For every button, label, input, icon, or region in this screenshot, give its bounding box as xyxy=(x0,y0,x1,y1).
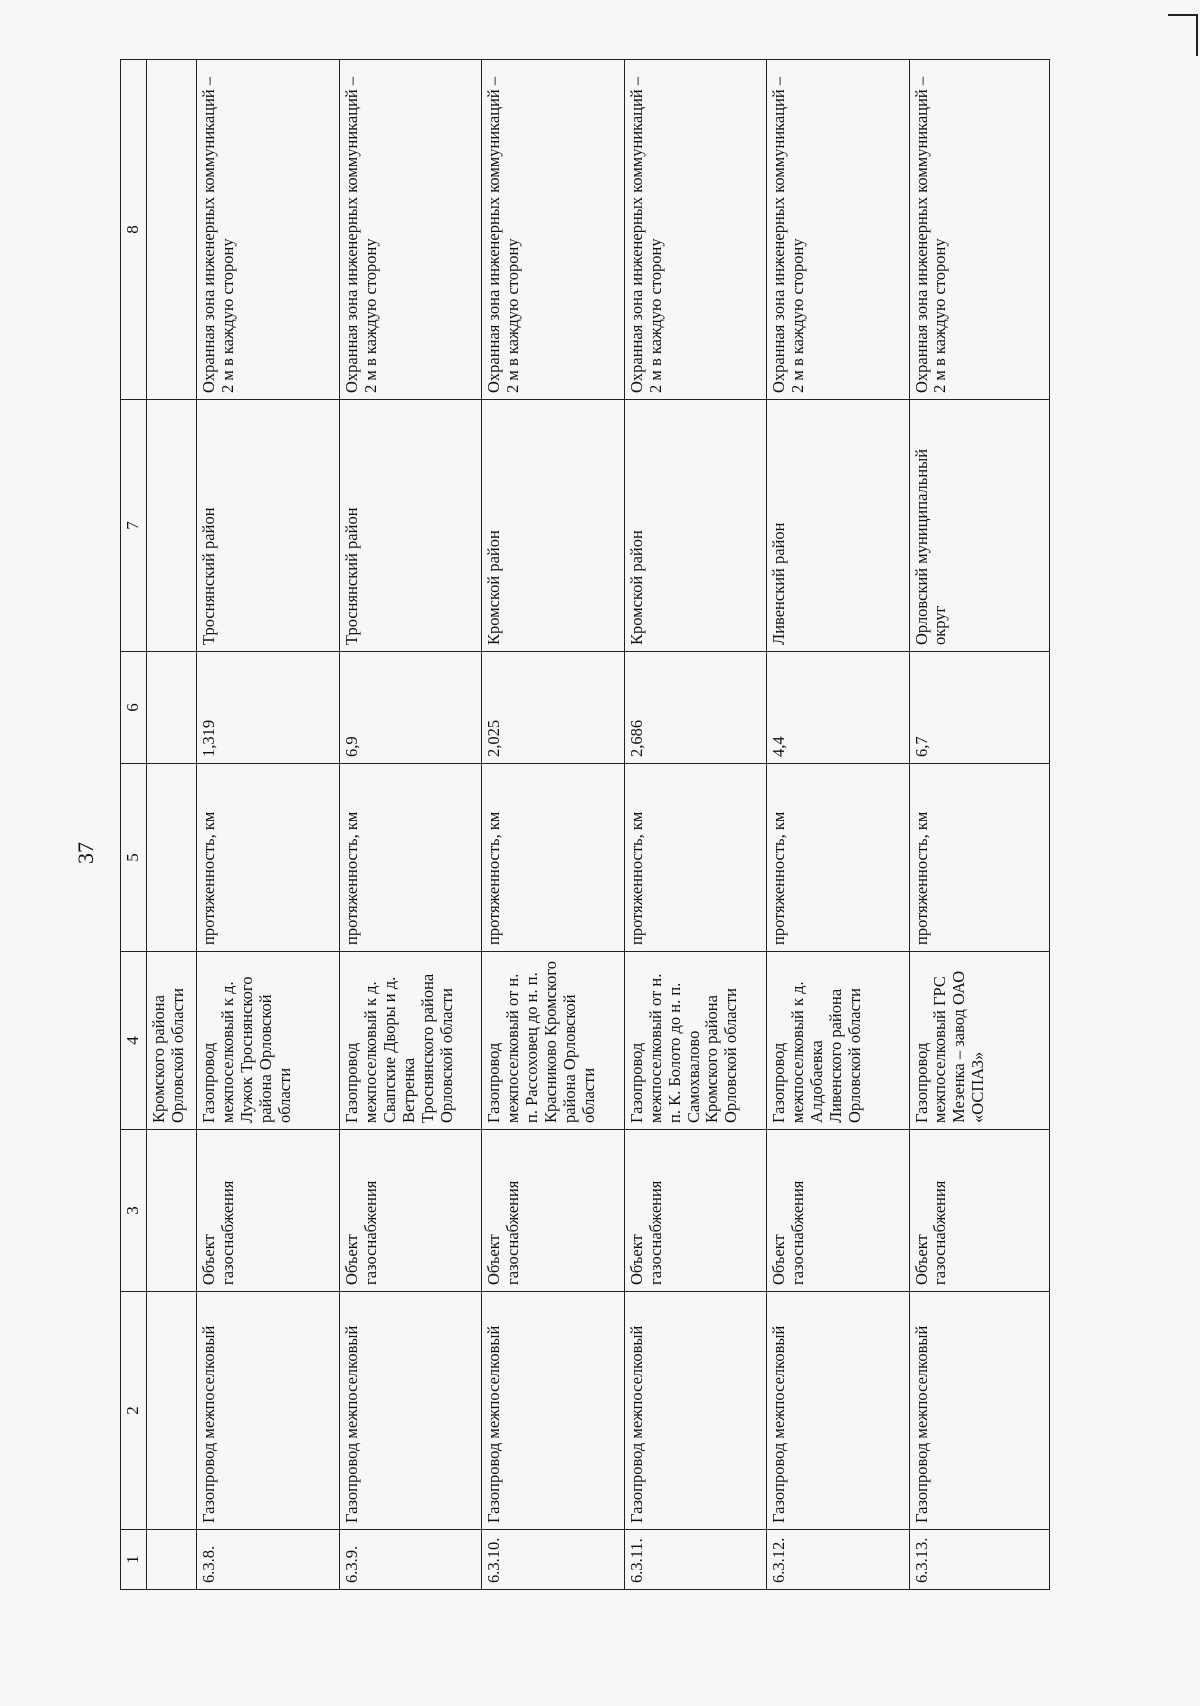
table-row xyxy=(339,60,481,1590)
parameter-name: протяженность, км xyxy=(767,764,909,952)
object-type: Объект газоснабжения xyxy=(339,1130,481,1292)
object-name: Газопровод межпоселковый xyxy=(339,1292,481,1530)
row-number: 6.3.13. xyxy=(909,1530,1050,1590)
continuation-description: Кромского района Орловской области xyxy=(147,952,197,1130)
table-cell xyxy=(147,764,197,952)
object-name: Газопровод межпоселковый xyxy=(197,1292,339,1530)
object-description: Газопровод межпоселковый от н. п. К. Болото до н. п. Самохвалово Кромского района Орловской области xyxy=(624,952,766,1130)
column-number: 8 xyxy=(121,60,147,400)
object-type: Объект газоснабжения xyxy=(909,1130,1050,1292)
table-row xyxy=(909,60,1050,1590)
object-name: Газопровод межпоселковый xyxy=(767,1292,909,1530)
table-row xyxy=(767,60,909,1590)
table-row xyxy=(624,60,766,1590)
object-name: Газопровод межпоселковый xyxy=(624,1292,766,1530)
table-container xyxy=(120,60,1050,1590)
protection-zone: Охранная зона инженерных коммуникаций – 2 м в каждую сторону xyxy=(624,60,766,400)
parameter-name: протяженность, км xyxy=(909,764,1050,952)
parameter-value: 6,7 xyxy=(909,652,1050,764)
location: Кромской район xyxy=(624,400,766,652)
protection-zone: Охранная зона инженерных коммуникаций – 2 м в каждую сторону xyxy=(339,60,481,400)
object-description: Газопровод межпоселковый от н. п. Рассоховец до н. п. Красниково Кромского района Орловской области xyxy=(482,952,624,1130)
column-number: 4 xyxy=(121,952,147,1130)
object-description: Газопровод межпоселковый к д. Алдобаевка Ливенского района Орловской области xyxy=(767,952,909,1130)
parameter-value: 2,686 xyxy=(624,652,766,764)
protection-zone: Охранная зона инженерных коммуникаций – 2 м в каждую сторону xyxy=(767,60,909,400)
object-type: Объект газоснабжения xyxy=(624,1130,766,1292)
table-row xyxy=(482,60,624,1590)
parameter-name: протяженность, км xyxy=(482,764,624,952)
location: Кромской район xyxy=(482,400,624,652)
row-number: 6.3.9. xyxy=(339,1530,481,1590)
object-description: Газопровод межпоселковый ГРС Мезенка – завод ОАО «ОСПАЗ» xyxy=(909,952,1050,1130)
parameter-value: 4,4 xyxy=(767,652,909,764)
column-number: 1 xyxy=(121,1530,147,1590)
gas-pipelines-table xyxy=(120,59,1050,1590)
parameter-value: 2,025 xyxy=(482,652,624,764)
table-cell xyxy=(147,1530,197,1590)
object-type: Объект газоснабжения xyxy=(767,1130,909,1292)
table-row xyxy=(197,60,339,1590)
table-cell xyxy=(147,652,197,764)
object-description: Газопровод межпоселковый к д. Лужок Троснянского района Орловской области xyxy=(197,952,339,1130)
parameter-value: 1,319 xyxy=(197,652,339,764)
column-number: 6 xyxy=(121,652,147,764)
location: Троснянский район xyxy=(197,400,339,652)
object-description: Газопровод межпоселковый к д. Свапские Дворы и д. Ветренка Троснянского района Орловской области xyxy=(339,952,481,1130)
protection-zone: Охранная зона инженерных коммуникаций – 2 м в каждую сторону xyxy=(482,60,624,400)
page-number: 37 xyxy=(73,842,98,864)
location: Троснянский район xyxy=(339,400,481,652)
location: Орловский муниципальный округ xyxy=(909,400,1050,652)
continuation-row xyxy=(147,60,197,1590)
parameter-value: 6,9 xyxy=(339,652,481,764)
parameter-name: протяженность, км xyxy=(624,764,766,952)
row-number: 6.3.11. xyxy=(624,1530,766,1590)
column-number-row xyxy=(121,60,147,1590)
column-number: 2 xyxy=(121,1292,147,1530)
table-cell xyxy=(147,1292,197,1530)
protection-zone: Охранная зона инженерных коммуникаций – 2 м в каждую сторону xyxy=(909,60,1050,400)
column-number: 7 xyxy=(121,400,147,652)
column-number: 5 xyxy=(121,764,147,952)
location: Ливенский район xyxy=(767,400,909,652)
row-number: 6.3.10. xyxy=(482,1530,624,1590)
object-name: Газопровод межпоселковый xyxy=(482,1292,624,1530)
column-number: 3 xyxy=(121,1130,147,1292)
object-type: Объект газоснабжения xyxy=(482,1130,624,1292)
parameter-name: протяженность, км xyxy=(339,764,481,952)
object-type: Объект газоснабжения xyxy=(197,1130,339,1292)
row-number: 6.3.8. xyxy=(197,1530,339,1590)
table-cell xyxy=(147,1130,197,1292)
table-cell xyxy=(147,400,197,652)
protection-zone: Охранная зона инженерных коммуникаций – 2 м в каждую сторону xyxy=(197,60,339,400)
row-number: 6.3.12. xyxy=(767,1530,909,1590)
table-cell xyxy=(147,60,197,400)
object-name: Газопровод межпоселковый xyxy=(909,1292,1050,1530)
corner-bracket-mark xyxy=(1168,14,1198,56)
parameter-name: протяженность, км xyxy=(197,764,339,952)
